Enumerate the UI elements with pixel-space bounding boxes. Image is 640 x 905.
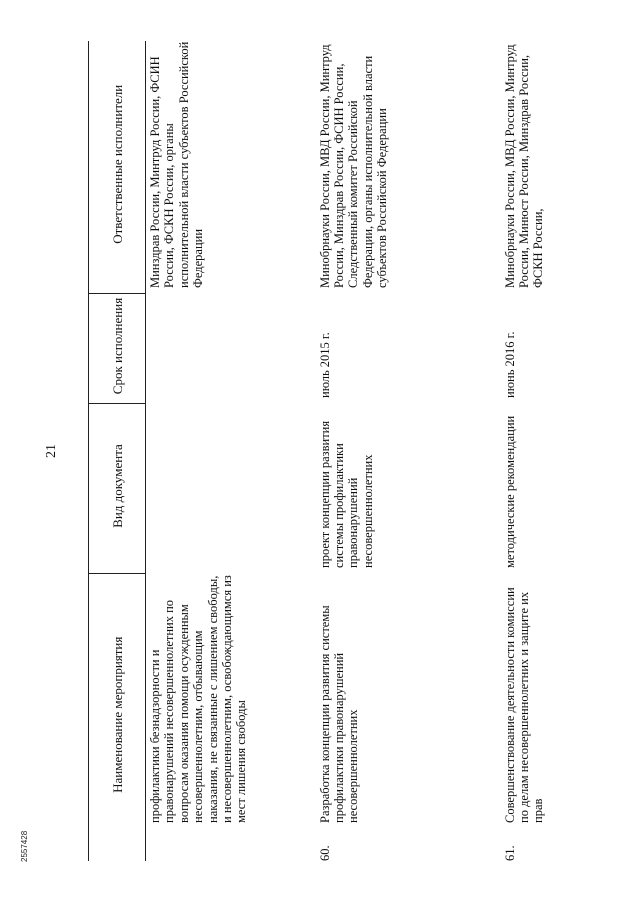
row-doc: проект концепции развития системы профилактики правонарушений несовершеннолетних [317,420,375,568]
header-name: Наименование мероприятия [89,574,146,861]
table-row [318,41,503,861]
row-name: профилактики безнадзорности и правонарушений несовершеннолетних по вопросам оказания помощи осужденным несовершеннолетним, отбывающим наказания, не связанные с лишением свободы, и несовершеннолетним, освобождающимся из мест лишения свободы [148,575,249,823]
table-header-row [89,41,146,861]
row-term [146,294,318,404]
row-resp: Минобрнауки России, МВД России, Минтруд России, Минздрав России, ФСИН России, Следственный комитет Российской Федерации, органы исполнительной власти субъектов Российской Федерации [317,44,390,288]
row-resp: Минобрнауки России, МВД России, Минтруд России, Минюст России, Минздрав России, ФСКН России, [502,44,546,288]
header-term: Срок исполнения [89,294,146,404]
row-number [146,829,318,861]
row-name: Совершенствование деятельности комиссии по делам несовершеннолетних и защите их прав [502,587,546,823]
header-resp: Ответственные исполнители [89,41,146,294]
page-number: 21 [44,444,59,458]
header-doc: Вид документа [89,404,146,574]
table-row [503,41,623,861]
rotated-page [44,41,640,861]
row-doc [146,404,318,574]
row-resp: Минздрав России, Минтруд России, ФСИН России, ФСКН России, органы исполнительной власти субъектов Российской Федерации [148,41,206,288]
table-row [146,41,318,861]
row-number: 60. [317,845,332,861]
row-doc: методические рекомендации [502,415,517,568]
row-term: июнь 2016 г. [502,331,517,398]
row-name: Разработка концепции развития системы профилактики правонарушений несовершеннолетних [317,605,361,823]
row-term: июль 2015 г. [317,332,332,398]
row-number: 61. [502,845,517,861]
measures-table [88,41,623,861]
document-id: 2557428 [20,830,29,862]
